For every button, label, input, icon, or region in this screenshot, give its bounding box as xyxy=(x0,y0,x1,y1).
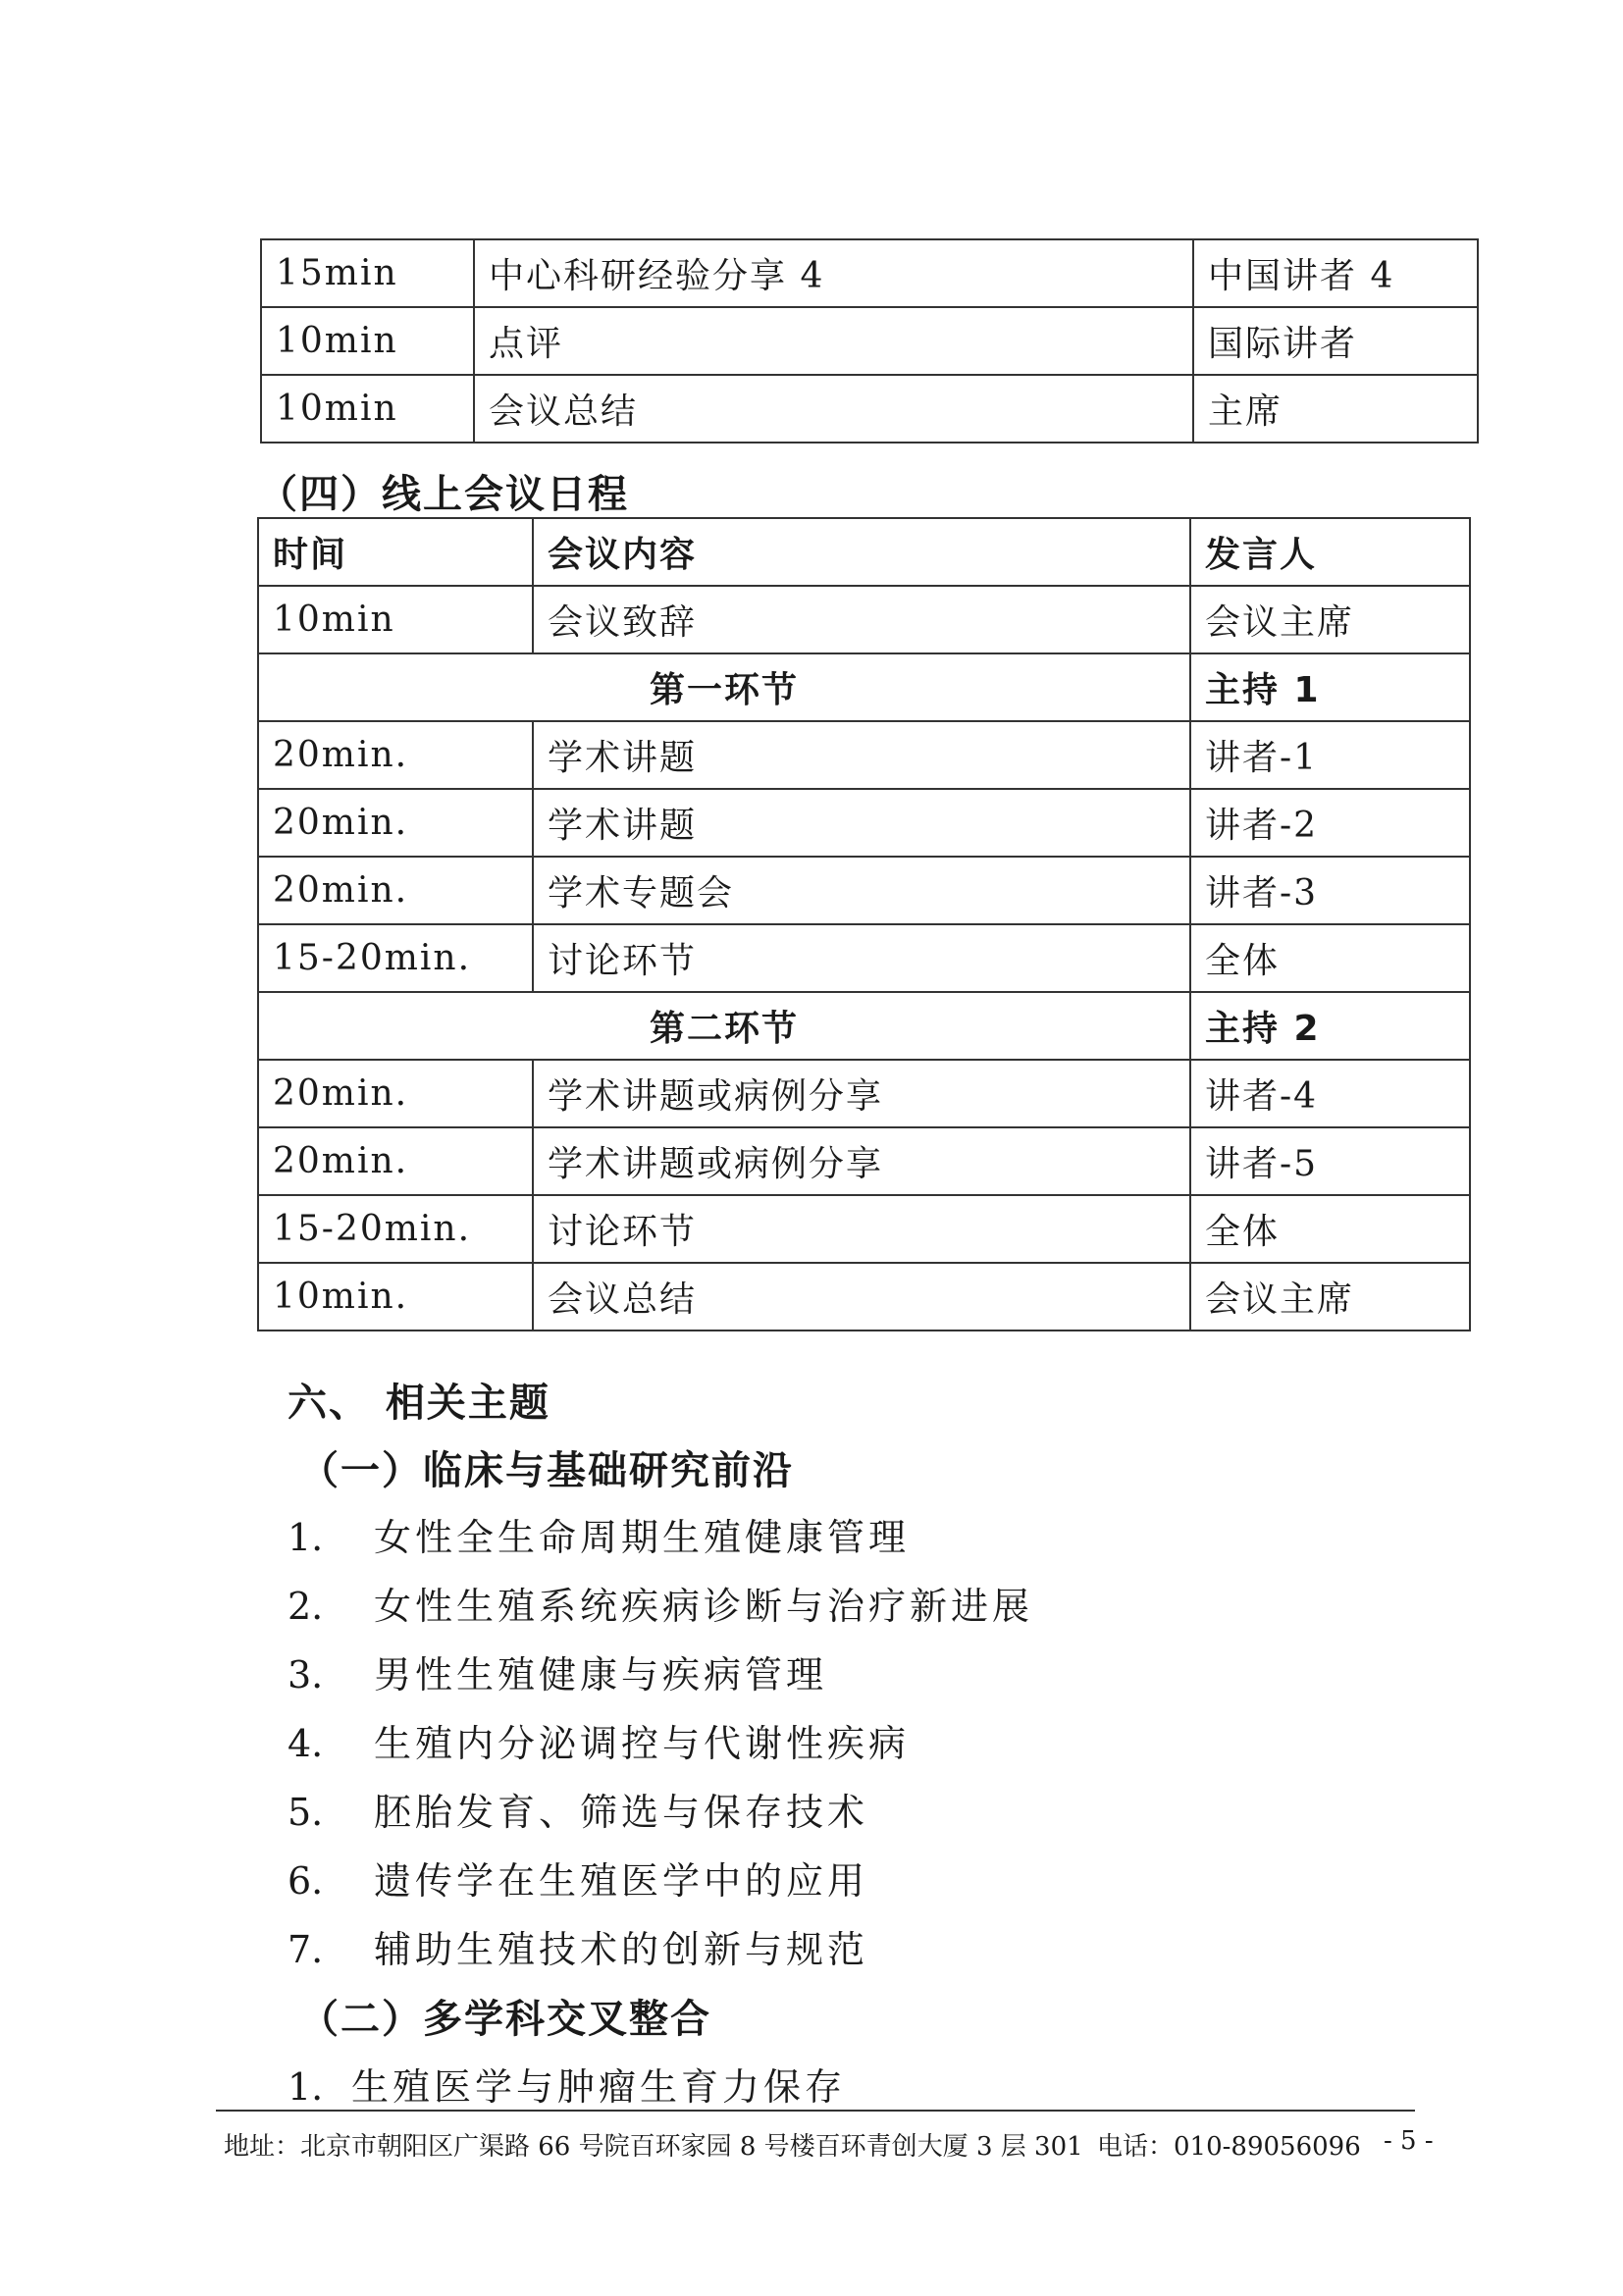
list-item-text: 遗传学在生殖医学中的应用 xyxy=(374,1859,869,1903)
session-row xyxy=(258,653,1470,721)
speaker-cell: 讲者-1 xyxy=(1190,721,1470,789)
list-item xyxy=(288,1713,910,1767)
speaker-cell: 讲者-3 xyxy=(1190,857,1470,924)
time-cell: 10min xyxy=(261,307,474,375)
session-title: 第二环节 xyxy=(258,992,1190,1060)
session-title: 第一环节 xyxy=(258,653,1190,721)
time-cell: 20min. xyxy=(258,857,533,924)
list-item-text: 生殖医学与肿瘤生育力保存 xyxy=(351,2065,847,2109)
content-cell: 讨论环节 xyxy=(533,924,1190,992)
list-item-number: 5. xyxy=(288,1791,324,1834)
session-host: 主持 1 xyxy=(1190,653,1470,721)
speaker-cell: 讲者-4 xyxy=(1190,1060,1470,1127)
content-cell: 学术专题会 xyxy=(533,857,1190,924)
online-schedule-table xyxy=(257,517,1471,1331)
footer-divider xyxy=(216,2110,1415,2112)
list-item-number: 3. xyxy=(288,1653,324,1696)
content-cell: 学术讲题 xyxy=(533,721,1190,789)
table-row xyxy=(261,307,1478,375)
speaker-cell: 国际讲者 xyxy=(1193,307,1478,375)
time-cell: 10min xyxy=(261,375,474,443)
list-item xyxy=(288,1507,910,1561)
header-content: 会议内容 xyxy=(533,518,1190,586)
list-item-number: 1. xyxy=(288,1516,324,1559)
time-cell: 15min xyxy=(261,239,474,307)
table-row xyxy=(261,375,1478,443)
time-cell: 20min. xyxy=(258,1127,533,1195)
list-item-number: 2. xyxy=(288,1585,324,1628)
speaker-cell: 讲者-2 xyxy=(1190,789,1470,857)
list-item-number: 1. xyxy=(288,2065,324,2109)
list-item-text: 女性生殖系统疾病诊断与治疗新进展 xyxy=(374,1585,1034,1628)
agenda-table-continued xyxy=(260,238,1479,444)
list-item xyxy=(288,1919,868,1973)
time-cell: 20min. xyxy=(258,789,533,857)
page-number: - 5 - xyxy=(1384,2126,1434,2156)
footer-phone: 电话：010-89056096 xyxy=(1097,2132,1361,2162)
speaker-cell: 全体 xyxy=(1190,924,1470,992)
table-row xyxy=(258,1060,1470,1127)
list-item-number: 4. xyxy=(288,1722,324,1765)
table-row xyxy=(258,1263,1470,1331)
content-cell: 学术讲题或病例分享 xyxy=(533,1060,1190,1127)
list-item-number: 6. xyxy=(288,1859,324,1903)
speaker-cell: 全体 xyxy=(1190,1195,1470,1263)
list-item-text: 胚胎发育、筛选与保存技术 xyxy=(374,1791,869,1834)
time-cell: 10min xyxy=(258,586,533,653)
content-cell: 讨论环节 xyxy=(533,1195,1190,1263)
content-cell: 点评 xyxy=(474,307,1193,375)
session-host: 主持 2 xyxy=(1190,992,1470,1060)
list-item-text: 辅助生殖技术的创新与规范 xyxy=(374,1928,869,1971)
list-item xyxy=(288,2057,846,2111)
speaker-cell: 主席 xyxy=(1193,375,1478,443)
table-header-row xyxy=(258,518,1470,586)
content-cell: 会议致辞 xyxy=(533,586,1190,653)
footer-address: 地址：北京市朝阳区广渠路 66 号院百环家园 8 号楼百环青创大厦 3 层 301 xyxy=(224,2132,1083,2162)
section-six-heading: 六、 相关主题 xyxy=(288,1381,550,1426)
table-row xyxy=(258,721,1470,789)
list-item xyxy=(288,1782,868,1836)
speaker-cell: 中国讲者 4 xyxy=(1193,239,1478,307)
table-row xyxy=(258,924,1470,992)
content-cell: 会议总结 xyxy=(474,375,1193,443)
speaker-cell: 会议主席 xyxy=(1190,1263,1470,1331)
list-item-text: 生殖内分泌调控与代谢性疾病 xyxy=(374,1722,911,1765)
table-row xyxy=(258,789,1470,857)
list-item-text: 男性生殖健康与疾病管理 xyxy=(374,1653,828,1696)
content-cell: 中心科研经验分享 4 xyxy=(474,239,1193,307)
table-row xyxy=(258,1127,1470,1195)
subsection-one-heading: （一）临床与基础研究前沿 xyxy=(299,1448,794,1493)
time-cell: 15-20min. xyxy=(258,924,533,992)
session-row xyxy=(258,992,1470,1060)
subsection-two-heading: （二）多学科交叉整合 xyxy=(299,1997,711,2042)
time-cell: 10min. xyxy=(258,1263,533,1331)
speaker-cell: 会议主席 xyxy=(1190,586,1470,653)
list-item-number: 7. xyxy=(288,1928,324,1971)
list-item xyxy=(288,1644,827,1698)
list-item xyxy=(288,1851,868,1905)
time-cell: 20min. xyxy=(258,1060,533,1127)
table-row xyxy=(258,1195,1470,1263)
time-cell: 20min. xyxy=(258,721,533,789)
speaker-cell: 讲者-5 xyxy=(1190,1127,1470,1195)
list-item xyxy=(288,1576,1033,1630)
header-time: 时间 xyxy=(258,518,533,586)
online-schedule-heading: （四）线上会议日程 xyxy=(258,472,629,517)
table-row xyxy=(258,586,1470,653)
content-cell: 学术讲题 xyxy=(533,789,1190,857)
header-speaker: 发言人 xyxy=(1190,518,1470,586)
content-cell: 学术讲题或病例分享 xyxy=(533,1127,1190,1195)
content-cell: 会议总结 xyxy=(533,1263,1190,1331)
table-row xyxy=(258,857,1470,924)
table-row xyxy=(261,239,1478,307)
time-cell: 15-20min. xyxy=(258,1195,533,1263)
list-item-text: 女性全生命周期生殖健康管理 xyxy=(374,1516,911,1559)
